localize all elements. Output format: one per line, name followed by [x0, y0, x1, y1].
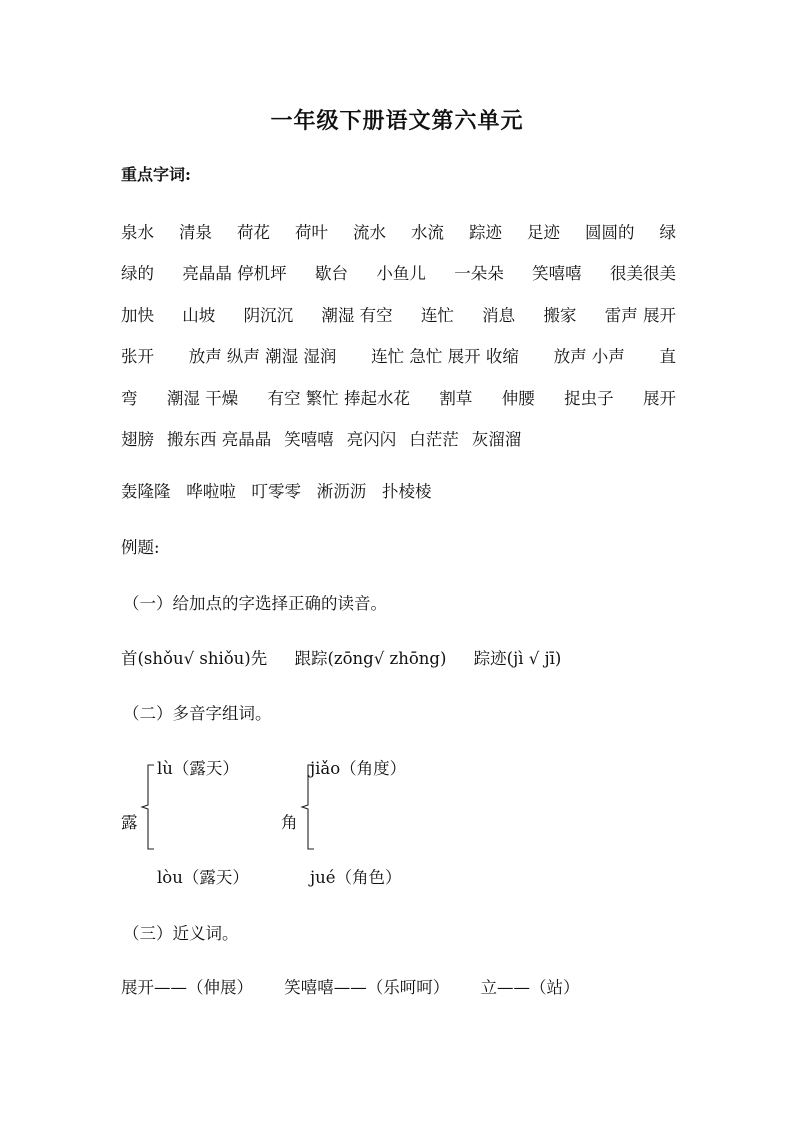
word: 割草: [439, 388, 473, 408]
char2-reading-top: jiǎo（角度）: [310, 759, 407, 778]
word-line: [121, 418, 676, 460]
word: 伸腰: [501, 388, 535, 408]
word: 哗啦啦: [186, 482, 236, 501]
word: 消息: [482, 305, 516, 325]
char2: 角: [281, 813, 298, 832]
word: 清泉: [179, 222, 212, 242]
left-brace-1: [140, 764, 156, 850]
pinyin-item: 首(shǒu√ shiǒu)先: [121, 649, 268, 668]
word: 足迹: [527, 222, 560, 242]
word: 连忙 急忙 展开 收缩: [371, 347, 519, 367]
char1-reading-bottom: lòu（露天）: [157, 868, 249, 887]
word: 荷叶: [295, 222, 328, 242]
synonym-item: 笑嘻嘻——（乐呵呵）: [284, 978, 450, 997]
word: 搬家: [543, 305, 577, 325]
char2-reading-bottom: jué（角色）: [310, 868, 402, 887]
word: 踪迹: [469, 222, 502, 242]
page-title: 一年级下册语文第六单元: [270, 108, 524, 134]
char1: 露: [121, 813, 138, 832]
synonym-item: 展开——（伸展）: [121, 978, 253, 997]
word: 翅膀: [121, 430, 154, 450]
word-line: [121, 376, 676, 418]
word-line: [121, 335, 676, 377]
word: 绿: [659, 222, 676, 242]
word: 张开: [121, 347, 154, 367]
word: 一朵朵: [454, 264, 504, 284]
part3-heading: （三）近义词。: [123, 924, 239, 943]
word: 很美很美: [610, 264, 676, 284]
word: 轰隆隆: [121, 482, 171, 501]
word: 有空 繁忙 捧起水花: [267, 388, 410, 408]
word-line: [121, 252, 676, 294]
word: 白茫茫: [409, 430, 459, 450]
part2-heading: （二）多音字组词。: [123, 704, 272, 723]
word: 加快: [121, 305, 154, 325]
synonyms-row: [121, 974, 606, 998]
word: 小鱼儿: [376, 264, 426, 284]
word: 歇台: [315, 264, 348, 284]
word: 展开: [643, 388, 676, 408]
synonym-item: 立——（站）: [480, 978, 580, 997]
word: 亮晶晶 停机坪: [182, 264, 287, 284]
word: 亮闪闪: [346, 430, 397, 450]
word: 泉水: [121, 222, 154, 242]
word: 弯: [121, 388, 138, 408]
word: 笑嘻嘻: [532, 264, 582, 284]
pinyin-choice-row: [121, 645, 583, 669]
word-line: [121, 210, 676, 252]
word: 荷花: [237, 222, 270, 242]
word: 直: [659, 347, 676, 367]
word: 水流: [411, 222, 444, 242]
word: 雷声 展开: [604, 305, 676, 325]
word: 潮湿 有空: [321, 305, 393, 325]
word: 放声 纵声 潮湿 湿润: [188, 347, 337, 367]
onomatopoeia-line: [121, 478, 432, 502]
word: 流水: [353, 222, 386, 242]
word: 笑嘻嘻: [284, 430, 334, 450]
word: 灰溜溜: [471, 430, 522, 450]
key-words-block: [121, 210, 676, 459]
word-line: [121, 293, 676, 335]
word: 绿的: [121, 264, 154, 284]
word: 搬东西 亮晶晶: [167, 430, 272, 450]
word: 叮零零: [251, 482, 301, 501]
pinyin-item: 跟踪(zōng√ zhōng): [294, 649, 447, 668]
word: 潮湿 干燥: [166, 388, 239, 408]
word: 圆圆的: [585, 222, 635, 242]
word: 连忙: [420, 305, 454, 325]
examples-label: 例题:: [121, 538, 160, 557]
word: 放声 小声: [553, 347, 625, 367]
word: 捉虫子: [564, 388, 614, 408]
pinyin-item: 踪迹(jì √ jī): [473, 649, 562, 668]
word: 山坡: [182, 305, 216, 325]
word: 阴沉沉: [243, 305, 294, 325]
key-words-heading: 重点字词:: [121, 165, 191, 184]
part1-heading: （一）给加点的字选择正确的读音。: [123, 594, 387, 613]
word: 淅沥沥: [316, 482, 367, 501]
char1-reading-top: lù（露天）: [157, 759, 239, 778]
word: 扑棱棱: [382, 482, 432, 501]
